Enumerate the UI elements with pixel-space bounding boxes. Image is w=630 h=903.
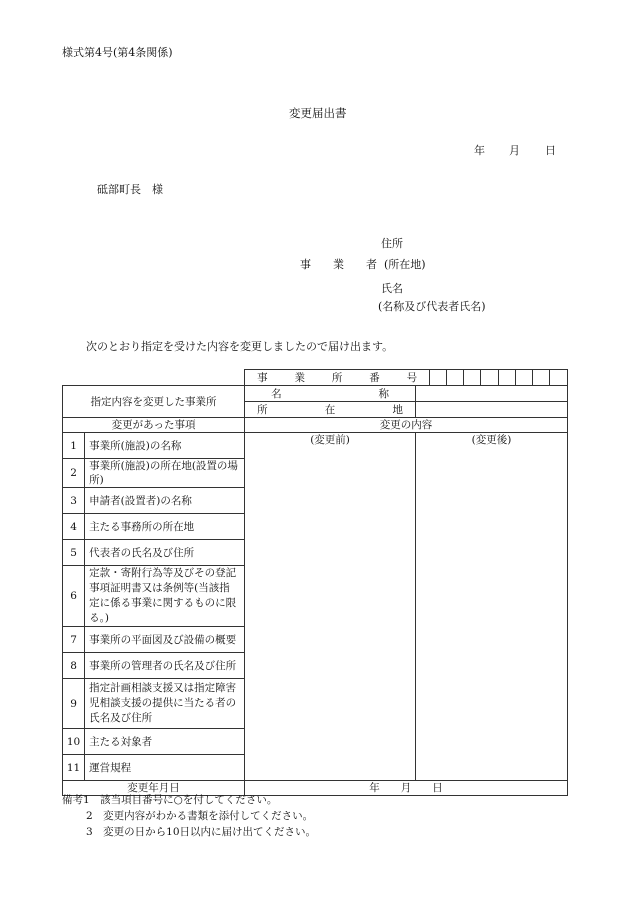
form-number: 様式第4号(第4条関係) (62, 46, 173, 59)
after-column[interactable] (416, 433, 568, 781)
addressee: 砥部町長 様 (97, 183, 163, 196)
date-day: 日 (545, 144, 556, 157)
note-item: 2 変更内容がわかる書類を添付してください。 (86, 810, 314, 822)
item-text: 定款・寄附行為等及びその登記事項証明書又は条例等(当該指定に係る事業に関するものに限る。) (85, 566, 245, 627)
note-line (62, 824, 316, 840)
item-text: 主たる事務所の所在地 (85, 514, 245, 540)
office-code-digit[interactable] (430, 370, 447, 386)
item-number[interactable]: 5 (63, 540, 85, 566)
representative-label: (名称及び代表者氏名) (378, 300, 486, 313)
item-text: 申請者(設置者)の名称 (85, 488, 245, 514)
item-number[interactable]: 8 (63, 653, 85, 679)
office-code-digit[interactable] (464, 370, 481, 386)
item-number[interactable]: 4 (63, 514, 85, 540)
change-date-label: 変更年月日 (63, 781, 245, 796)
office-name-row (63, 386, 568, 402)
item-row (63, 433, 568, 459)
note-item: 1 該当項目番号に○を付してください。 (83, 794, 278, 806)
change-form-table (62, 369, 568, 796)
item-number[interactable]: 10 (63, 729, 85, 755)
before-column[interactable] (245, 433, 416, 781)
office-location-label: 所 在 地 (245, 402, 416, 418)
office-code-digit[interactable] (498, 370, 515, 386)
location-label: (所在地) (384, 258, 426, 271)
intro-text: 次のとおり指定を受けた内容を変更しましたので届け出ます。 (86, 340, 394, 353)
office-location-field[interactable] (416, 402, 568, 418)
item-text: 事業所の管理者の氏名及び住所 (85, 653, 245, 679)
item-text: 事業所(施設)の名称 (85, 433, 245, 459)
notes-heading: 備考 (62, 794, 83, 806)
section-header-row (63, 418, 568, 433)
change-date-value[interactable]: 年 月 日 (245, 781, 568, 796)
address-label: 住所 (381, 237, 403, 250)
item-text: 主たる対象者 (85, 729, 245, 755)
name-label: 氏名 (381, 282, 403, 295)
date-year: 年 (474, 144, 485, 157)
office-name-field[interactable] (416, 386, 568, 402)
date-month: 月 (509, 144, 520, 157)
office-code-digit[interactable] (447, 370, 464, 386)
note-line (62, 808, 316, 824)
notes (62, 792, 316, 840)
item-text: 代表者の氏名及び住所 (85, 540, 245, 566)
item-text: 運営規程 (85, 755, 245, 781)
item-number[interactable]: 2 (63, 459, 85, 488)
changed-items-header: 変更があった事項 (63, 418, 245, 433)
office-code-digit[interactable] (481, 370, 498, 386)
page-title: 変更届出書 (289, 106, 347, 120)
item-text: 事業所の平面図及び設備の概要 (85, 627, 245, 653)
item-text: 事業所(施設)の所在地(設置の場所) (85, 459, 245, 488)
after-label: (変更後) (471, 434, 512, 446)
item-text: 指定計画相談支援又は指定障害児相談支援の提供に当たる者の氏名及び住所 (85, 679, 245, 729)
item-number[interactable]: 1 (63, 433, 85, 459)
note-line (62, 792, 316, 808)
note-item: 3 変更の日から10日以内に届け出てください。 (86, 826, 317, 838)
before-label: (変更前) (310, 434, 350, 446)
office-label: 指定内容を変更した事業所 (63, 386, 245, 418)
item-number[interactable]: 6 (63, 566, 85, 627)
office-code-digit[interactable] (532, 370, 549, 386)
business-label: 事 業 者 (300, 258, 377, 271)
office-code-digit[interactable] (549, 370, 567, 386)
item-number[interactable]: 9 (63, 679, 85, 729)
office-code-digit[interactable] (515, 370, 532, 386)
office-code-row (63, 370, 568, 386)
change-content-header: 変更の内容 (245, 418, 568, 433)
item-number[interactable]: 11 (63, 755, 85, 781)
office-name-label: 名 称 (245, 386, 416, 402)
office-code-label: 事 業 所 番 号 (245, 370, 430, 386)
item-number[interactable]: 3 (63, 488, 85, 514)
item-number[interactable]: 7 (63, 627, 85, 653)
